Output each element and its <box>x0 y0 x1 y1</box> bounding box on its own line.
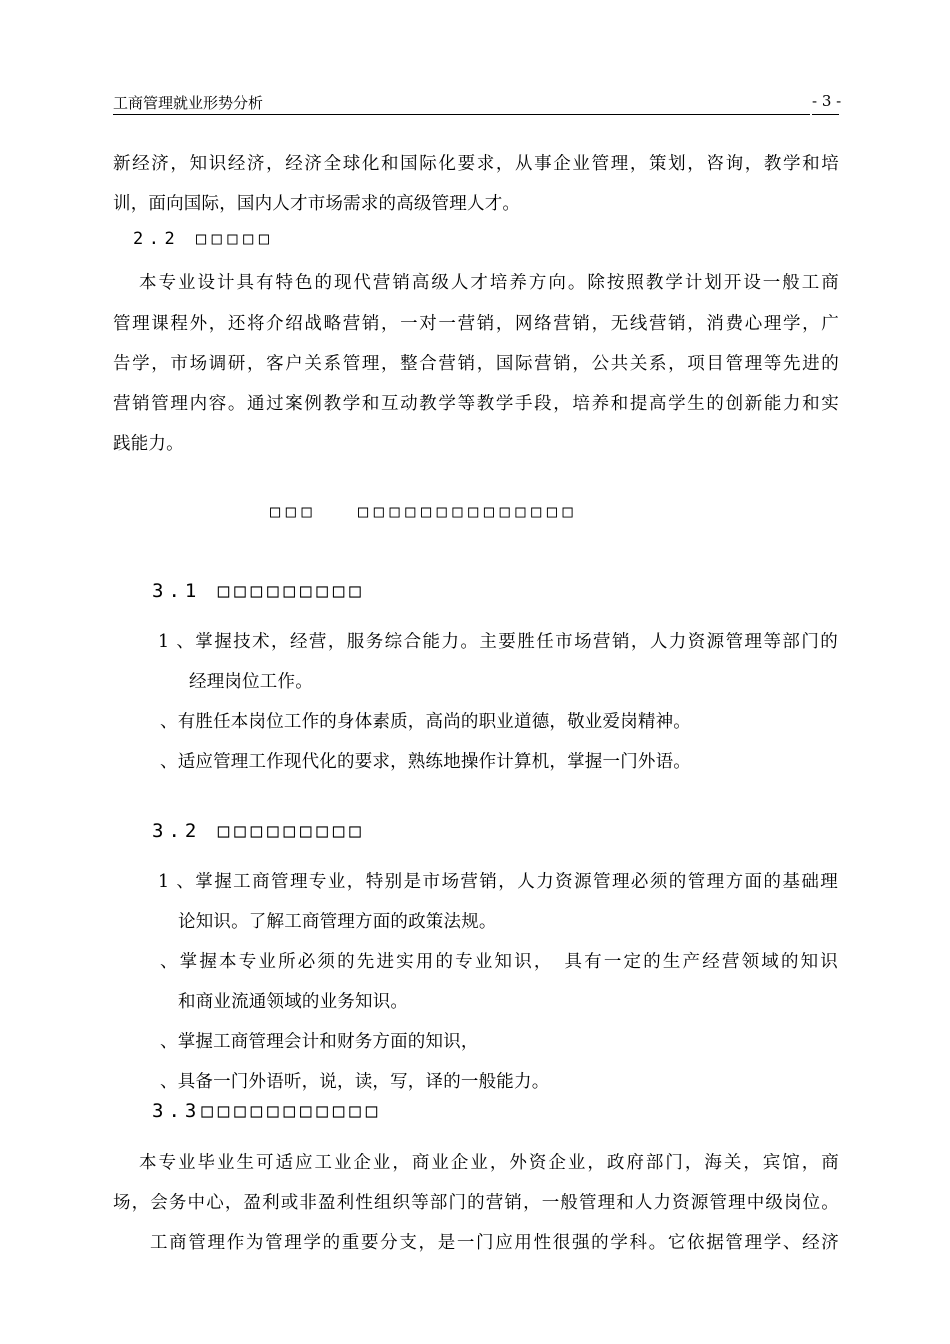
header-rule <box>113 114 810 115</box>
page-number-underline <box>812 114 839 115</box>
section-3-2-item-4: 、具备一门外语听，说，读，写，译的一般能力。 <box>160 1072 550 1092</box>
section-3-1-item-1-line-1: 1 、掌握技术，经营，服务综合能力。主要胜任市场营销，人力资源管理等部门的 <box>158 632 838 652</box>
section-3-1-item-3: 、适应管理工作现代化的要求，熟练地操作计算机，掌握一门外语。 <box>160 752 691 772</box>
page-number: - 3 - <box>812 92 842 110</box>
chapter-3-label: □□□ <box>270 502 318 522</box>
section-3-3-line-2: 场，会务中心，盈利或非盈利性组织等部门的营销，一般管理和人力资源管理中级岗位。 <box>113 1193 839 1213</box>
section-3-1-item-1-line-2: 经理岗位工作。 <box>189 672 313 692</box>
section-3-2-item-1-line-2: 论知识。了解工商管理方面的政策法规。 <box>178 912 497 932</box>
running-header-title: 工商管理就业形势分析 <box>113 94 264 112</box>
intro-line-2: 训，面向国际，国内人才市场需求的高级管理人才。 <box>113 194 521 214</box>
section-3-3-heading: 3.3□□□□□□□□□□□ <box>152 1100 383 1122</box>
section-3-2-item-2-line-1: 、掌握本专业所必须的先进实用的专业知识， 具有一定的生产经营领域的知识 <box>160 952 838 972</box>
section-3-3-line-3: 工商管理作为管理学的重要分支，是一门应用性很强的学科。它依据管理学、经济 <box>150 1233 839 1253</box>
section-2-2-line-5: 践能力。 <box>113 434 184 454</box>
section-3-2-item-1-line-1: 1 、掌握工商管理专业，特别是市场营销，人力资源管理必须的管理方面的基础理 <box>158 872 838 892</box>
section-3-2-item-2-line-2: 和商业流通领域的业务知识。 <box>178 992 409 1012</box>
section-3-3-line-1: 本专业毕业生可适应工业企业，商业企业，外资企业，政府部门，海关，宾馆，商 <box>139 1153 839 1173</box>
chapter-3-title: □□□□□□□□□□□□□□ <box>358 502 579 522</box>
section-2-2-heading: 2.2 □□□□□ <box>133 229 275 249</box>
section-3-1-heading: 3.1 □□□□□□□□□ <box>152 580 366 602</box>
section-2-2-line-4: 营销管理内容。通过案例教学和互动教学等教学手段，培养和提高学生的创新能力和实 <box>113 394 839 414</box>
section-3-2-item-3: 、掌握工商管理会计和财务方面的知识， <box>160 1032 479 1052</box>
section-3-1-item-2: 、有胜任本岗位工作的身体素质，高尚的职业道德，敬业爱岗精神。 <box>160 712 691 732</box>
intro-line-1: 新经济，知识经济，经济全球化和国际化要求，从事企业管理，策划，咨询，教学和培 <box>113 154 839 174</box>
section-2-2-line-1: 本专业设计具有特色的现代营销高级人才培养方向。除按照教学计划开设一般工商 <box>139 273 839 293</box>
section-3-2-heading: 3.2 □□□□□□□□□ <box>152 820 366 842</box>
section-2-2-line-3: 告学，市场调研，客户关系管理，整合营销，国际营销，公共关系，项目管理等先进的 <box>113 354 839 374</box>
section-2-2-line-2: 管理课程外，还将介绍战略营销，一对一营销，网络营销，无线营销，消费心理学，广 <box>113 314 839 334</box>
